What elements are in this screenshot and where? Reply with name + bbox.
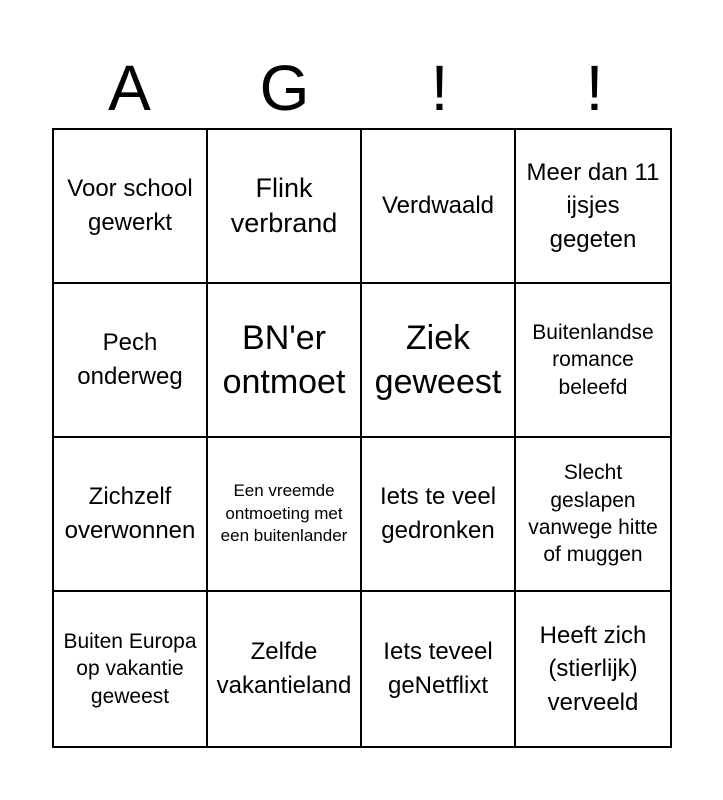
- bingo-cell[interactable]: Zichzelf overwonnen: [54, 438, 208, 592]
- bingo-cell[interactable]: Ziek geweest: [362, 284, 516, 438]
- header-letter: G: [259, 52, 310, 124]
- bingo-cell[interactable]: Verdwaald: [362, 130, 516, 284]
- bingo-cell[interactable]: Voor school gewerkt: [54, 130, 208, 284]
- bingo-cell[interactable]: Pech onderweg: [54, 284, 208, 438]
- bingo-cell[interactable]: Iets te veel gedronken: [362, 438, 516, 592]
- bingo-cell[interactable]: Een vreemde ontmoeting met een buitenlander: [208, 438, 362, 592]
- header-letter: A: [108, 52, 151, 124]
- bingo-cell[interactable]: BN'er ontmoet: [208, 284, 362, 438]
- bingo-cell[interactable]: Iets teveel geNetflixt: [362, 592, 516, 746]
- bingo-cell[interactable]: Buiten Europa op vakantie geweest: [54, 592, 208, 746]
- bingo-cell[interactable]: Meer dan 11 ijsjes gegeten: [516, 130, 670, 284]
- header-letter: !: [430, 52, 449, 124]
- bingo-cell[interactable]: Slecht geslapen vanwege hitte of muggen: [516, 438, 670, 592]
- bingo-cell[interactable]: Heeft zich (stierlijk) verveeld: [539, 621, 647, 716]
- bingo-cell[interactable]: Flink verbrand: [208, 130, 362, 284]
- bingo-cell[interactable]: Zelfde vakantieland: [208, 592, 362, 746]
- header-letter: !: [585, 52, 604, 124]
- bingo-header: [52, 48, 672, 128]
- bingo-grid: [52, 128, 672, 748]
- bingo-cell[interactable]: Buitenlandse romance beleefd: [516, 284, 670, 438]
